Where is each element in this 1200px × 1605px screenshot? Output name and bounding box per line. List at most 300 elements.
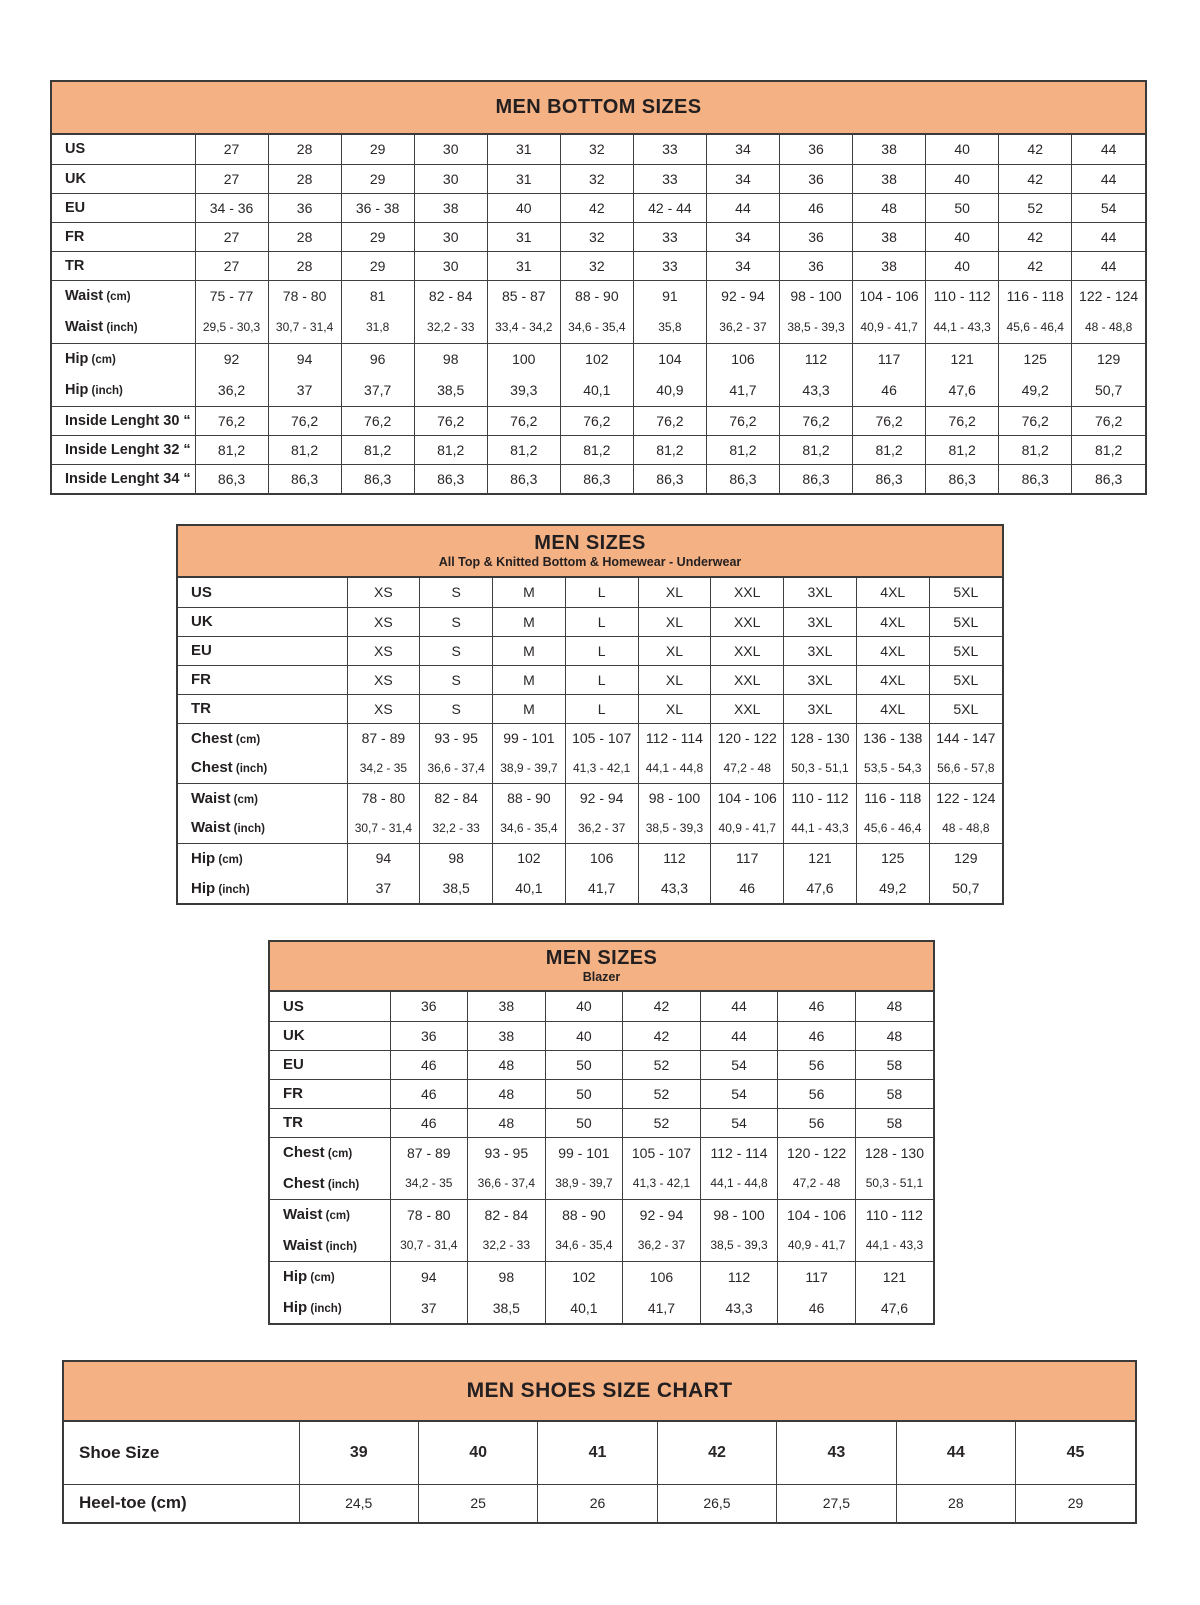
size-cell: 50 bbox=[545, 1079, 623, 1108]
size-cell: 3XL bbox=[784, 578, 857, 607]
size-cell: 91 bbox=[633, 280, 706, 312]
size-cell: 34,6 - 35,4 bbox=[545, 1230, 623, 1261]
size-cell: 34,6 - 35,4 bbox=[560, 312, 633, 344]
size-cell: 29 bbox=[341, 164, 414, 193]
size-cell: 43 bbox=[777, 1422, 896, 1484]
size-cell: XL bbox=[638, 578, 711, 607]
size-cell: 50,7 bbox=[1072, 375, 1145, 407]
size-cell: 46 bbox=[390, 1108, 468, 1137]
size-cell: 48 bbox=[855, 1021, 933, 1050]
size-cell: 86,3 bbox=[560, 464, 633, 493]
size-cell: 40 bbox=[926, 164, 999, 193]
size-cell: 81,2 bbox=[560, 435, 633, 464]
size-cell: 98 - 100 bbox=[780, 280, 853, 312]
size-cell: 78 - 80 bbox=[268, 280, 341, 312]
size-cell: 42 bbox=[999, 164, 1072, 193]
size-cell: 54 bbox=[700, 1108, 778, 1137]
size-cell: 40,1 bbox=[560, 375, 633, 407]
size-grid bbox=[270, 992, 933, 1323]
size-cell: 75 - 77 bbox=[195, 280, 268, 312]
row-label: Hip (inch) bbox=[191, 879, 250, 897]
size-cell: 38,5 bbox=[414, 375, 487, 407]
size-cell: 32,2 - 33 bbox=[420, 813, 493, 843]
size-cell: L bbox=[565, 607, 638, 636]
size-cell: 76,2 bbox=[999, 406, 1072, 435]
size-cell: 76,2 bbox=[487, 406, 560, 435]
row-label: US bbox=[191, 583, 212, 601]
size-cell: 34 bbox=[706, 135, 779, 164]
size-cell: S bbox=[420, 578, 493, 607]
size-cell: 40,1 bbox=[493, 873, 566, 903]
size-cell: 144 - 147 bbox=[929, 723, 1002, 753]
size-cell: 29,5 - 30,3 bbox=[195, 312, 268, 344]
row-label: Waist (inch) bbox=[191, 819, 265, 837]
row-label-unit: (inch) bbox=[215, 883, 250, 896]
size-cell: 58 bbox=[855, 1050, 933, 1079]
size-cell: XL bbox=[638, 694, 711, 723]
size-cell: 117 bbox=[853, 343, 926, 375]
size-cell: 58 bbox=[855, 1108, 933, 1137]
size-cell: XL bbox=[638, 665, 711, 694]
size-cell: 4XL bbox=[856, 636, 929, 665]
size-cell: 98 bbox=[468, 1261, 546, 1292]
size-cell: 35,8 bbox=[633, 312, 706, 344]
size-cell: 38 bbox=[468, 992, 546, 1021]
size-cell: 42 bbox=[623, 992, 701, 1021]
size-cell: 44,1 - 44,8 bbox=[638, 753, 711, 783]
size-cell: 92 bbox=[195, 343, 268, 375]
size-cell: 42 bbox=[999, 222, 1072, 251]
row-label: Waist (cm) bbox=[191, 789, 258, 807]
size-cell: 46 bbox=[780, 193, 853, 222]
size-cell: 98 - 100 bbox=[700, 1199, 778, 1230]
size-cell: 121 bbox=[784, 843, 857, 873]
size-cell: 104 - 106 bbox=[778, 1199, 856, 1230]
size-cell: 52 bbox=[623, 1108, 701, 1137]
row-label-unit: (inch) bbox=[307, 1303, 342, 1315]
size-cell: 34 bbox=[706, 251, 779, 280]
size-cell: 46 bbox=[778, 992, 856, 1021]
table-body bbox=[178, 578, 1002, 903]
size-cell: 40,9 - 41,7 bbox=[711, 813, 784, 843]
size-cell: 38 bbox=[853, 164, 926, 193]
size-cell: 5XL bbox=[929, 665, 1002, 694]
size-cell: 34 bbox=[706, 222, 779, 251]
size-cell: 33,4 - 34,2 bbox=[487, 312, 560, 344]
size-cell: 36 bbox=[390, 1021, 468, 1050]
size-cell: 3XL bbox=[784, 607, 857, 636]
row-label-unit: (cm) bbox=[322, 1210, 350, 1223]
size-cell: 46 bbox=[390, 1050, 468, 1079]
row-label-unit: (cm) bbox=[88, 354, 116, 366]
size-cell: 53,5 - 54,3 bbox=[856, 753, 929, 783]
row-label-unit: (cm) bbox=[307, 1272, 335, 1285]
size-cell: 48 bbox=[468, 1079, 546, 1108]
size-cell: 92 - 94 bbox=[706, 280, 779, 312]
size-cell: 36,6 - 37,4 bbox=[420, 753, 493, 783]
row-label: UK bbox=[283, 1027, 305, 1044]
size-cell: 47,6 bbox=[926, 375, 999, 407]
row-label: Shoe Size bbox=[79, 1442, 160, 1462]
size-cell: 50,3 - 51,1 bbox=[855, 1168, 933, 1199]
size-cell: 76,2 bbox=[780, 406, 853, 435]
size-cell: XS bbox=[347, 694, 420, 723]
size-cell: 38,5 - 39,3 bbox=[780, 312, 853, 344]
size-cell: 44 bbox=[1072, 135, 1145, 164]
size-cell: XS bbox=[347, 636, 420, 665]
size-cell: 112 - 114 bbox=[638, 723, 711, 753]
size-cell: 30 bbox=[414, 135, 487, 164]
size-cell: 102 bbox=[545, 1261, 623, 1292]
size-cell: 88 - 90 bbox=[545, 1199, 623, 1230]
size-cell: 28 bbox=[268, 222, 341, 251]
size-cell: 125 bbox=[999, 343, 1072, 375]
row-label: EU bbox=[65, 199, 86, 216]
size-cell: 30,7 - 31,4 bbox=[390, 1230, 468, 1261]
men-sizes-top-table bbox=[176, 524, 1004, 905]
size-cell: 27 bbox=[195, 164, 268, 193]
size-cell: 46 bbox=[853, 375, 926, 407]
row-label: FR bbox=[65, 228, 85, 245]
size-cell: 76,2 bbox=[853, 406, 926, 435]
size-cell: 39 bbox=[299, 1422, 418, 1484]
men-bottom-sizes-table bbox=[50, 80, 1147, 495]
size-cell: 102 bbox=[560, 343, 633, 375]
size-cell: 44 bbox=[896, 1422, 1015, 1484]
size-cell: 47,6 bbox=[784, 873, 857, 903]
size-cell: 34 bbox=[706, 164, 779, 193]
size-cell: 45 bbox=[1016, 1422, 1135, 1484]
size-cell: 88 - 90 bbox=[493, 783, 566, 813]
size-cell: 28 bbox=[896, 1484, 1015, 1522]
size-cell: 87 - 89 bbox=[347, 723, 420, 753]
size-cell: 39,3 bbox=[487, 375, 560, 407]
size-cell: 38 bbox=[853, 135, 926, 164]
table-body bbox=[270, 992, 933, 1323]
size-cell: 76,2 bbox=[414, 406, 487, 435]
size-cell: 45,6 - 46,4 bbox=[999, 312, 1072, 344]
size-cell: 87 - 89 bbox=[390, 1137, 468, 1168]
row-label: Waist (cm) bbox=[65, 288, 131, 304]
size-cell: 110 - 112 bbox=[784, 783, 857, 813]
size-cell: 36,2 - 37 bbox=[623, 1230, 701, 1261]
size-cell: 42 bbox=[657, 1422, 776, 1484]
size-cell: 88 - 90 bbox=[560, 280, 633, 312]
size-cell: 34 - 36 bbox=[195, 193, 268, 222]
size-cell: 44 bbox=[1072, 251, 1145, 280]
size-cell: 86,3 bbox=[706, 464, 779, 493]
row-label-unit: (inch) bbox=[88, 385, 123, 397]
size-cell: 50 bbox=[926, 193, 999, 222]
size-cell: 36 bbox=[780, 222, 853, 251]
size-cell: 76,2 bbox=[268, 406, 341, 435]
size-cell: 32 bbox=[560, 164, 633, 193]
size-cell: 112 bbox=[638, 843, 711, 873]
size-cell: XXL bbox=[711, 665, 784, 694]
size-cell: 81,2 bbox=[853, 435, 926, 464]
size-cell: 31 bbox=[487, 135, 560, 164]
row-label: Inside Lenght 34 “ bbox=[65, 470, 191, 487]
row-label: Chest (cm) bbox=[191, 729, 261, 747]
size-cell: 81,2 bbox=[780, 435, 853, 464]
size-cell: 5XL bbox=[929, 636, 1002, 665]
size-cell: 94 bbox=[390, 1261, 468, 1292]
size-cell: L bbox=[565, 636, 638, 665]
row-label: Inside Lenght 30 “ bbox=[65, 412, 191, 429]
table-body bbox=[64, 1422, 1135, 1522]
size-cell: 40 bbox=[926, 251, 999, 280]
size-grid bbox=[64, 1422, 1135, 1522]
size-cell: 33 bbox=[633, 222, 706, 251]
row-label: FR bbox=[283, 1085, 303, 1102]
size-cell: 122 - 124 bbox=[1072, 280, 1145, 312]
size-cell: 48 bbox=[468, 1050, 546, 1079]
size-cell: 129 bbox=[929, 843, 1002, 873]
size-cell: 81,2 bbox=[633, 435, 706, 464]
size-cell: 86,3 bbox=[633, 464, 706, 493]
row-label: US bbox=[65, 141, 86, 158]
size-cell: 50,3 - 51,1 bbox=[784, 753, 857, 783]
row-label: Hip (inch) bbox=[65, 382, 123, 398]
size-cell: 48 bbox=[855, 992, 933, 1021]
size-cell: 46 bbox=[390, 1079, 468, 1108]
row-label: Chest (cm) bbox=[283, 1144, 353, 1162]
size-cell: 38 bbox=[853, 251, 926, 280]
size-cell: 81,2 bbox=[268, 435, 341, 464]
size-cell: 76,2 bbox=[706, 406, 779, 435]
size-cell: 94 bbox=[268, 343, 341, 375]
size-cell: 78 - 80 bbox=[390, 1199, 468, 1230]
size-cell: L bbox=[565, 665, 638, 694]
size-cell: 44 bbox=[1072, 222, 1145, 251]
size-cell: 56 bbox=[778, 1079, 856, 1108]
size-cell: 36 bbox=[780, 135, 853, 164]
size-cell: 44 bbox=[706, 193, 779, 222]
size-cell: 40 bbox=[926, 222, 999, 251]
size-cell: 99 - 101 bbox=[545, 1137, 623, 1168]
size-cell: 76,2 bbox=[1072, 406, 1145, 435]
size-cell: 4XL bbox=[856, 578, 929, 607]
size-cell: M bbox=[493, 694, 566, 723]
size-cell: 28 bbox=[268, 164, 341, 193]
size-cell: 31,8 bbox=[341, 312, 414, 344]
size-cell: 40 bbox=[487, 193, 560, 222]
size-cell: 33 bbox=[633, 135, 706, 164]
size-cell: 4XL bbox=[856, 607, 929, 636]
size-cell: 38,5 - 39,3 bbox=[700, 1230, 778, 1261]
size-cell: S bbox=[420, 665, 493, 694]
size-cell: 30,7 - 31,4 bbox=[347, 813, 420, 843]
size-cell: 82 - 84 bbox=[468, 1199, 546, 1230]
size-cell: 38,9 - 39,7 bbox=[493, 753, 566, 783]
size-cell: 25 bbox=[418, 1484, 537, 1522]
size-cell: 128 - 130 bbox=[784, 723, 857, 753]
size-cell: 125 bbox=[856, 843, 929, 873]
size-cell: 98 bbox=[420, 843, 493, 873]
table-body bbox=[52, 135, 1145, 493]
row-label: Inside Lenght 32 “ bbox=[65, 441, 191, 458]
size-cell: 128 - 130 bbox=[855, 1137, 933, 1168]
size-cell: 5XL bbox=[929, 578, 1002, 607]
size-cell: L bbox=[565, 694, 638, 723]
size-cell: 106 bbox=[706, 343, 779, 375]
size-cell: 5XL bbox=[929, 694, 1002, 723]
size-cell: 30 bbox=[414, 222, 487, 251]
size-cell: 104 - 106 bbox=[711, 783, 784, 813]
table-subtitle: Blazer bbox=[582, 970, 621, 985]
size-cell: 4XL bbox=[856, 694, 929, 723]
row-label: Heel-toe (cm) bbox=[79, 1493, 187, 1513]
size-cell: L bbox=[565, 578, 638, 607]
size-cell: 86,3 bbox=[999, 464, 1072, 493]
row-label: Waist (cm) bbox=[283, 1206, 350, 1224]
size-cell: 52 bbox=[623, 1050, 701, 1079]
size-cell: 26 bbox=[538, 1484, 657, 1522]
size-cell: 40,9 - 41,7 bbox=[853, 312, 926, 344]
size-cell: XL bbox=[638, 636, 711, 665]
size-cell: 32,2 - 33 bbox=[414, 312, 487, 344]
size-cell: 92 - 94 bbox=[565, 783, 638, 813]
size-cell: 94 bbox=[347, 843, 420, 873]
size-cell: 46 bbox=[778, 1292, 856, 1323]
size-cell: 112 - 114 bbox=[700, 1137, 778, 1168]
size-cell: 85 - 87 bbox=[487, 280, 560, 312]
row-label-unit: (inch) bbox=[232, 763, 268, 776]
size-cell: 43,3 bbox=[700, 1292, 778, 1323]
size-cell: M bbox=[493, 665, 566, 694]
size-cell: 36 bbox=[268, 193, 341, 222]
table-header bbox=[52, 82, 1145, 135]
size-cell: 29 bbox=[341, 251, 414, 280]
size-cell: 86,3 bbox=[341, 464, 414, 493]
size-cell: XXL bbox=[711, 578, 784, 607]
size-cell: 36 - 38 bbox=[341, 193, 414, 222]
size-cell: 38,9 - 39,7 bbox=[545, 1168, 623, 1199]
size-cell: 41,3 - 42,1 bbox=[623, 1168, 701, 1199]
size-cell: 30,7 - 31,4 bbox=[268, 312, 341, 344]
size-cell: XS bbox=[347, 578, 420, 607]
row-label: TR bbox=[191, 700, 211, 717]
table-subtitle: All Top & Knitted Bottom & Homewear - Underwear bbox=[438, 555, 742, 570]
size-cell: 48 - 48,8 bbox=[1072, 312, 1145, 344]
size-cell: 104 bbox=[633, 343, 706, 375]
size-cell: 45,6 - 46,4 bbox=[856, 813, 929, 843]
size-cell: 40,9 bbox=[633, 375, 706, 407]
size-cell: XXL bbox=[711, 607, 784, 636]
size-cell: 40 bbox=[545, 1021, 623, 1050]
size-cell: 122 - 124 bbox=[929, 783, 1002, 813]
size-cell: 110 - 112 bbox=[855, 1199, 933, 1230]
size-cell: 32 bbox=[560, 251, 633, 280]
size-cell: 37 bbox=[347, 873, 420, 903]
size-cell: 38,5 - 39,3 bbox=[638, 813, 711, 843]
row-label: EU bbox=[283, 1056, 304, 1073]
size-cell: 38 bbox=[468, 1021, 546, 1050]
size-cell: 30 bbox=[414, 251, 487, 280]
size-cell: 38,5 bbox=[468, 1292, 546, 1323]
size-cell: 36,6 - 37,4 bbox=[468, 1168, 546, 1199]
size-cell: 99 - 101 bbox=[493, 723, 566, 753]
size-cell: 121 bbox=[855, 1261, 933, 1292]
size-cell: 102 bbox=[493, 843, 566, 873]
size-cell: 42 - 44 bbox=[633, 193, 706, 222]
size-cell: 37 bbox=[268, 375, 341, 407]
size-cell: 40,1 bbox=[545, 1292, 623, 1323]
size-cell: 4XL bbox=[856, 665, 929, 694]
size-cell: 93 - 95 bbox=[468, 1137, 546, 1168]
row-label-unit: (inch) bbox=[324, 1178, 360, 1191]
size-cell: 44,1 - 43,3 bbox=[784, 813, 857, 843]
size-cell: 28 bbox=[268, 135, 341, 164]
size-cell: 29 bbox=[341, 222, 414, 251]
size-cell: 86,3 bbox=[195, 464, 268, 493]
size-cell: 50 bbox=[545, 1050, 623, 1079]
size-cell: 44 bbox=[700, 992, 778, 1021]
size-cell: 49,2 bbox=[856, 873, 929, 903]
size-cell: 56 bbox=[778, 1108, 856, 1137]
table-header bbox=[178, 526, 1002, 578]
size-cell: 24,5 bbox=[299, 1484, 418, 1522]
size-cell: 43,3 bbox=[638, 873, 711, 903]
size-cell: 86,3 bbox=[926, 464, 999, 493]
row-label-unit: (cm) bbox=[103, 291, 131, 303]
size-cell: 86,3 bbox=[268, 464, 341, 493]
row-label: Hip (inch) bbox=[283, 1299, 342, 1316]
size-cell: 47,6 bbox=[855, 1292, 933, 1323]
size-cell: XL bbox=[638, 607, 711, 636]
size-cell: 76,2 bbox=[195, 406, 268, 435]
size-cell: 106 bbox=[565, 843, 638, 873]
size-cell: XS bbox=[347, 665, 420, 694]
size-cell: 34,2 - 35 bbox=[390, 1168, 468, 1199]
size-cell: 81 bbox=[341, 280, 414, 312]
size-cell: 81,2 bbox=[926, 435, 999, 464]
size-cell: 100 bbox=[487, 343, 560, 375]
size-cell: 81,2 bbox=[341, 435, 414, 464]
size-cell: 46 bbox=[778, 1021, 856, 1050]
size-cell: 86,3 bbox=[1072, 464, 1145, 493]
size-cell: 43,3 bbox=[780, 375, 853, 407]
size-cell: S bbox=[420, 694, 493, 723]
size-cell: 82 - 84 bbox=[414, 280, 487, 312]
size-cell: 27 bbox=[195, 222, 268, 251]
size-cell: 50 bbox=[545, 1108, 623, 1137]
size-cell: 33 bbox=[633, 251, 706, 280]
size-cell: 32,2 - 33 bbox=[468, 1230, 546, 1261]
row-label: TR bbox=[65, 257, 85, 274]
size-cell: 81,2 bbox=[195, 435, 268, 464]
size-cell: 36 bbox=[780, 251, 853, 280]
size-cell: 86,3 bbox=[487, 464, 560, 493]
size-cell: 54 bbox=[700, 1050, 778, 1079]
size-cell: 37 bbox=[390, 1292, 468, 1323]
size-cell: 110 - 112 bbox=[926, 280, 999, 312]
size-cell: S bbox=[420, 607, 493, 636]
size-cell: XS bbox=[347, 607, 420, 636]
size-cell: 48 bbox=[853, 193, 926, 222]
size-cell: 34,6 - 35,4 bbox=[493, 813, 566, 843]
size-cell: 30 bbox=[414, 164, 487, 193]
table-header bbox=[270, 942, 933, 992]
row-label: Hip (cm) bbox=[65, 351, 116, 367]
size-cell: 34,2 - 35 bbox=[347, 753, 420, 783]
size-cell: 38 bbox=[414, 193, 487, 222]
size-cell: 56 bbox=[778, 1050, 856, 1079]
size-cell: 41,3 - 42,1 bbox=[565, 753, 638, 783]
row-label-unit: (inch) bbox=[322, 1240, 357, 1253]
size-cell: XXL bbox=[711, 694, 784, 723]
row-label: Waist (inch) bbox=[65, 319, 138, 335]
